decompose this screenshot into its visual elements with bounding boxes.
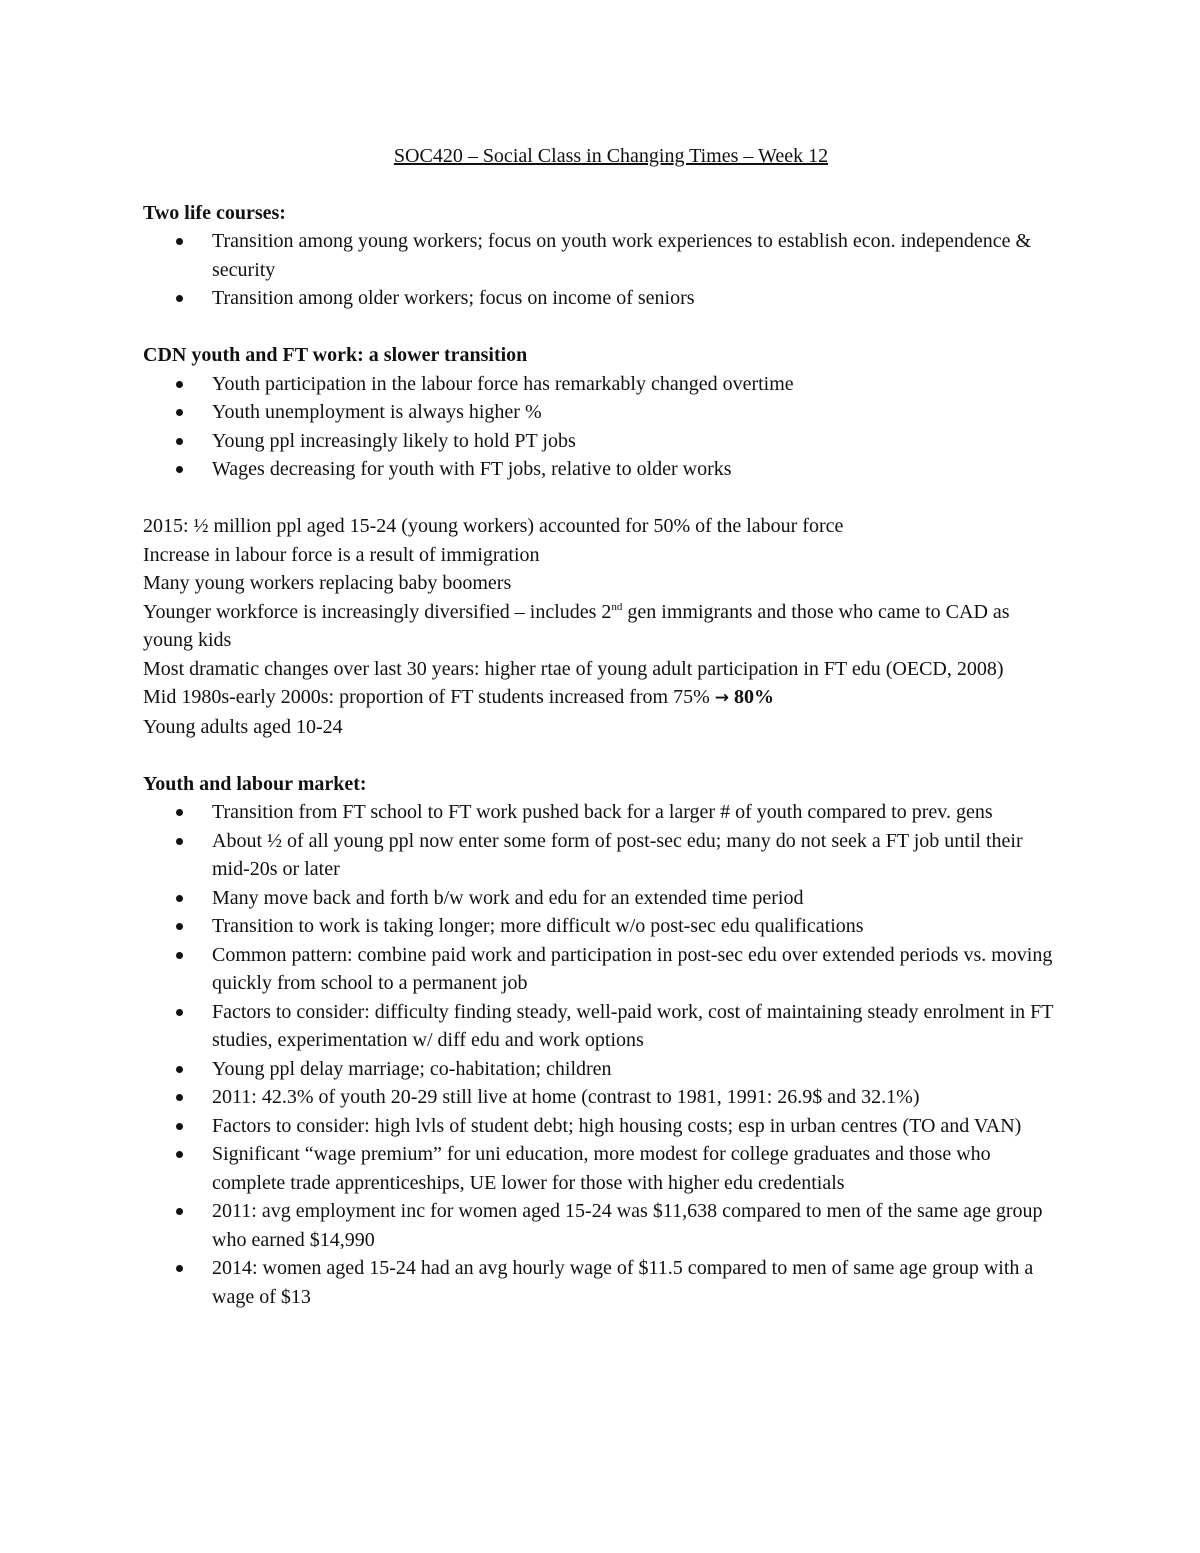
bullet-list (143, 370, 1063, 484)
section-heading: CDN youth and FT work: a slower transition (143, 344, 528, 366)
list-item: 2011: avg employment inc for women aged 15-24 was $11,638 compared to men of the same age group who earned $14,990 (143, 1197, 1063, 1254)
paragraph-text: gen immigrants and those who came to CAD as young kids (143, 600, 1010, 651)
document-content (143, 142, 1063, 1340)
list-item: Young ppl increasingly likely to hold PT jobs (143, 427, 1063, 456)
list-item: 2014: women aged 15-24 had an avg hourly wage of $11.5 compared to men of same age group with a wage of $13 (143, 1254, 1063, 1311)
list-item: Wages decreasing for youth with FT jobs, relative to older works (143, 455, 1063, 484)
paragraph: Increase in labour force is a result of immigration (143, 543, 540, 566)
emphasis-value: 80% (729, 686, 775, 708)
section-heading: Two life courses: (143, 201, 286, 224)
bullet-list (143, 227, 1063, 313)
section-cdn-youth (143, 341, 1063, 484)
paragraph: Many young workers replacing baby boomers (143, 572, 512, 594)
list-item: Factors to consider: high lvls of student debt; high housing costs; esp in urban centres (TO and VAN) (143, 1112, 1063, 1141)
list-item: Transition to work is taking longer; more difficult w/o post-sec edu qualifications (143, 912, 1063, 941)
section-youth-labour-market (143, 770, 1063, 1312)
list-item: Transition from FT school to FT work pushed back for a larger # of youth compared to prev. gens (143, 798, 1063, 827)
list-item: Transition among young workers; focus on youth work experiences to establish econ. independence & security (143, 227, 1063, 284)
list-item: Young ppl delay marriage; co-habitation; children (143, 1055, 1063, 1084)
list-item: Common pattern: combine paid work and participation in post-sec edu over extended periods vs. moving quickly from school to a permanent job (143, 941, 1063, 998)
paragraph (143, 683, 1063, 713)
paragraph-text: Mid 1980s-early 2000s: proportion of FT students increased from 75% (143, 686, 715, 708)
page-title: SOC420 – Social Class in Changing Times – Week 12 (393, 145, 829, 167)
section-heading: Youth and labour market: (143, 772, 367, 795)
list-item: Many move back and forth b/w work and edu for an extended time period (143, 884, 1063, 913)
section-paragraphs (143, 512, 1063, 741)
list-item: Youth participation in the labour force has remarkably changed overtime (143, 370, 1063, 399)
paragraph-text: Younger workforce is increasingly diversified – includes 2 (143, 600, 612, 623)
right-arrow-icon: → (714, 688, 730, 708)
bullet-list (143, 798, 1063, 1311)
paragraph (143, 598, 1063, 655)
paragraph: Most dramatic changes over last 30 years: higher rtae of young adult participation in FT edu (OECD, 2008) (143, 657, 1004, 680)
section-two-life-courses (143, 199, 1063, 313)
list-item: 2011: 42.3% of youth 20-29 still live at home (contrast to 1981, 1991: 26.9$ and 32.1%) (143, 1083, 1063, 1112)
list-item: Significant “wage premium” for uni education, more modest for college graduates and those who complete trade apprenticeships, UE lower for those with higher edu credentials (143, 1140, 1063, 1197)
list-item: Factors to consider: difficulty finding steady, well-paid work, cost of maintaining steady enrolment in FT studies, experimentation w/ diff edu and work options (143, 998, 1063, 1055)
paragraph: Young adults aged 10-24 (143, 715, 343, 738)
list-item: Transition among older workers; focus on income of seniors (143, 284, 1063, 313)
list-item: Youth unemployment is always higher % (143, 398, 1063, 427)
ordinal-suffix: nd (611, 600, 623, 613)
paragraph: 2015: ½ million ppl aged 15-24 (young workers) accounted for 50% of the labour force (143, 515, 844, 537)
list-item: About ½ of all young ppl now enter some form of post-sec edu; many do not seek a FT job until their mid-20s or later (143, 827, 1063, 884)
